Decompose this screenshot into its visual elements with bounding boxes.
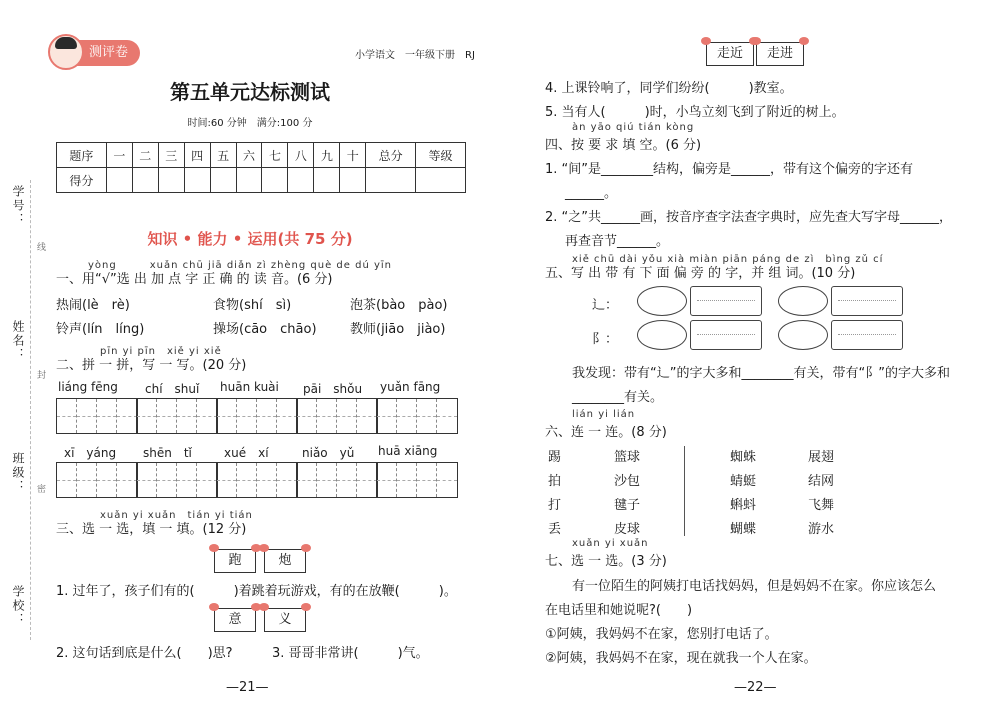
score-header: 四 [184, 143, 210, 168]
score-header: 总分 [366, 143, 416, 168]
writing-grid[interactable] [376, 462, 458, 498]
writing-grid[interactable] [296, 462, 378, 498]
q5-title: 五、写 出 带 有 下 面 偏 旁 的 字，并 组 词。(10 分) [545, 266, 856, 281]
seal-text: 封 [37, 371, 47, 381]
score-header: 七 [262, 143, 288, 168]
radical-bubble[interactable] [637, 320, 687, 350]
writing-grid[interactable] [136, 398, 218, 434]
match-word[interactable]: 丢 [548, 522, 562, 537]
subject-header: 小学语文 一年级下册 RJ [355, 50, 475, 61]
writing-grid[interactable] [216, 462, 298, 498]
match-word[interactable]: 毽子 [614, 498, 641, 513]
match-word[interactable]: 拍 [548, 474, 562, 489]
score-header: 十 [340, 143, 366, 168]
q1-item[interactable]: 热闹(lè rè) [56, 298, 130, 313]
score-cell[interactable] [184, 168, 210, 193]
q7-paragraph: 有一位陌生的阿姨打电话找妈妈，但是妈妈不在家。你应该怎么 [572, 579, 937, 594]
match-word[interactable]: 蜻蜓 [730, 474, 757, 489]
word-choice-tag: 走近 [706, 42, 754, 66]
seal-dashed-line [30, 180, 32, 640]
radical-bubble[interactable] [778, 286, 828, 316]
match-word[interactable]: 蝌蚪 [730, 498, 757, 513]
match-word[interactable]: 沙包 [614, 474, 641, 489]
score-cell[interactable] [210, 168, 236, 193]
score-row-label: 得分 [57, 168, 107, 193]
score-cell[interactable] [158, 168, 184, 193]
match-word[interactable]: 蜘蛛 [730, 450, 757, 465]
score-header: 二 [132, 143, 158, 168]
q1-item[interactable]: 铃声(lín líng) [56, 322, 145, 337]
q6-pinyin: lián yi lián [572, 409, 636, 420]
score-cell[interactable] [416, 168, 466, 193]
word-choice-tag: 走进 [756, 42, 804, 66]
q4-title: 四、按 要 求 填 空。(6 分) [545, 138, 702, 153]
q3-sentence-2[interactable]: 2. 这句话到底是什么( )思? [56, 646, 233, 661]
match-word[interactable]: 游水 [808, 522, 835, 537]
seal-dense-text: 密 [37, 485, 47, 495]
q3-sentence-5[interactable]: 5. 当有人( )时，小鸟立刻飞到了附近的树上。 [545, 105, 845, 120]
page-number: —22— [734, 680, 777, 695]
q6-title: 六、连 一 连。(8 分) [545, 425, 667, 440]
match-word[interactable]: 蝴蝶 [730, 522, 757, 537]
pinyin-prompt: liáng fēng [58, 380, 118, 394]
pinyin-prompt: xī yáng [64, 446, 117, 460]
writing-grid[interactable] [216, 398, 298, 434]
pinyin-prompt: yuǎn fāng [380, 380, 441, 394]
q7-pinyin: xuǎn yi xuǎn [572, 538, 649, 549]
q7-option-1[interactable]: ①阿姨，我妈妈不在家，您别打电话了。 [545, 627, 778, 642]
page-title: 第五单元达标测试 [170, 80, 330, 104]
score-cell[interactable] [106, 168, 132, 193]
column-divider [684, 446, 685, 536]
q1-item[interactable]: 教师(jiāo jiào) [350, 322, 446, 337]
q4-item-1[interactable]: 1. “间”是________结构，偏旁是______，带有这个偏旁的字还有 [545, 162, 914, 177]
writing-grid[interactable] [136, 462, 218, 498]
pinyin-prompt: huā xiāng [378, 444, 438, 458]
q5-pinyin: xiě chū dài yǒu xià miàn piān páng de zì bìng zǔ cí [572, 254, 884, 265]
writing-grid[interactable] [296, 398, 378, 434]
word-box[interactable] [690, 286, 762, 316]
writing-grid[interactable] [56, 398, 138, 434]
pinyin-prompt: shēn tǐ [143, 446, 192, 460]
q4-item-2-cont[interactable]: 再查音节______。 [565, 234, 670, 249]
word-choice-tag: 意 [214, 608, 256, 632]
q4-item-2[interactable]: 2. “之”共______画，按音序查字法查字典时，应先查大写字母______， [545, 210, 953, 225]
q3-sentence-4[interactable]: 4. 上课铃响了，同学们纷纷( )教室。 [545, 81, 793, 96]
q2-pinyin: pīn yi pīn xiě yi xiě [100, 346, 222, 357]
score-cell[interactable] [236, 168, 262, 193]
school-label: 学校： [11, 585, 25, 627]
match-word[interactable]: 皮球 [614, 522, 641, 537]
section-title: 知识 • 能力 • 运用(共 75 分) [147, 230, 353, 248]
radical-bubble[interactable] [778, 320, 828, 350]
q1-title: 一、用“√”选 出 加 点 字 正 确 的 读 音。(6 分) [56, 272, 333, 287]
score-cell[interactable] [366, 168, 416, 193]
score-cell[interactable] [314, 168, 340, 193]
score-cell[interactable] [262, 168, 288, 193]
q1-pinyin: yòng xuǎn chū jiā diǎn zì zhèng què de dú yīn [88, 260, 393, 271]
score-header: 八 [288, 143, 314, 168]
score-header: 三 [158, 143, 184, 168]
q3-sentence-1[interactable]: 1. 过年了，孩子们有的( )着跳着玩游戏，有的在放鞭( )。 [56, 584, 457, 599]
q7-title: 七、选 一 选。(3 分) [545, 554, 667, 569]
q1-item[interactable]: 食物(shí sì) [213, 298, 292, 313]
word-choice-tag: 炮 [264, 549, 306, 573]
match-word[interactable]: 踢 [548, 450, 562, 465]
time-score-info: 时间:60 分钟 满分:100 分 [187, 118, 313, 129]
q7-paragraph-cont[interactable]: 在电话里和她说呢?( ) [545, 603, 693, 618]
q4-pinyin: àn yāo qiú tián kòng [572, 122, 695, 133]
score-header: 等级 [416, 143, 466, 168]
word-choice-tag: 跑 [214, 549, 256, 573]
pinyin-prompt: huān kuài [220, 380, 279, 394]
radical-label: 阝： [592, 332, 619, 347]
name-label: 姓名： [11, 320, 25, 362]
word-choice-tag: 义 [264, 608, 306, 632]
test-badge: 测评卷 [58, 40, 140, 66]
q2-title: 二、拼 一 拼，写 一 写。(20 分) [56, 358, 247, 373]
q4-item-1-cont[interactable]: ______。 [565, 186, 618, 201]
word-box[interactable] [690, 320, 762, 350]
q1-item[interactable]: 泡茶(bào pào) [350, 298, 448, 313]
score-cell[interactable] [132, 168, 158, 193]
finding-sentence[interactable]: 我发现：带有“辶”的字大多和________有关，带有“阝”的字大多和 [572, 366, 950, 381]
match-word[interactable]: 展翅 [808, 450, 835, 465]
match-word[interactable]: 篮球 [614, 450, 641, 465]
writing-grid[interactable] [376, 398, 458, 434]
q3-sentence-3[interactable]: 3. 哥哥非常讲( )气。 [272, 646, 429, 661]
score-header: 五 [210, 143, 236, 168]
pinyin-prompt: pāi shǒu [303, 382, 363, 396]
student-id-label: 学号： [11, 185, 25, 227]
score-cell[interactable] [288, 168, 314, 193]
writing-grid[interactable] [56, 462, 138, 498]
pinyin-prompt: chí shuǐ [145, 382, 200, 396]
match-word[interactable]: 飞舞 [808, 498, 835, 513]
seal-line-text: 线 [37, 243, 47, 253]
score-table [56, 142, 466, 193]
pinyin-prompt: niǎo yǔ [302, 446, 355, 460]
mascot-icon [48, 34, 84, 70]
score-header: 九 [314, 143, 340, 168]
q3-pinyin: xuǎn yi xuǎn tián yi tián [100, 510, 253, 521]
score-header: 六 [236, 143, 262, 168]
page-number: —21— [226, 680, 269, 695]
radical-bubble[interactable] [637, 286, 687, 316]
q7-option-2[interactable]: ②阿姨，我妈妈不在家，现在就我一个人在家。 [545, 651, 817, 666]
word-box[interactable] [831, 286, 903, 316]
score-header: 一 [106, 143, 132, 168]
q3-title: 三、选 一 选，填 一 填。(12 分) [56, 522, 247, 537]
score-cell[interactable] [340, 168, 366, 193]
pinyin-prompt: xué xí [224, 446, 269, 460]
q1-item[interactable]: 操场(cāo chāo) [213, 322, 317, 337]
match-word[interactable]: 结网 [808, 474, 835, 489]
word-box[interactable] [831, 320, 903, 350]
class-label: 班级： [11, 452, 25, 494]
match-word[interactable]: 打 [548, 498, 562, 513]
radical-label: 辶： [592, 298, 619, 313]
score-header: 题序 [57, 143, 107, 168]
finding-sentence-cont[interactable]: ________有关。 [572, 390, 664, 405]
